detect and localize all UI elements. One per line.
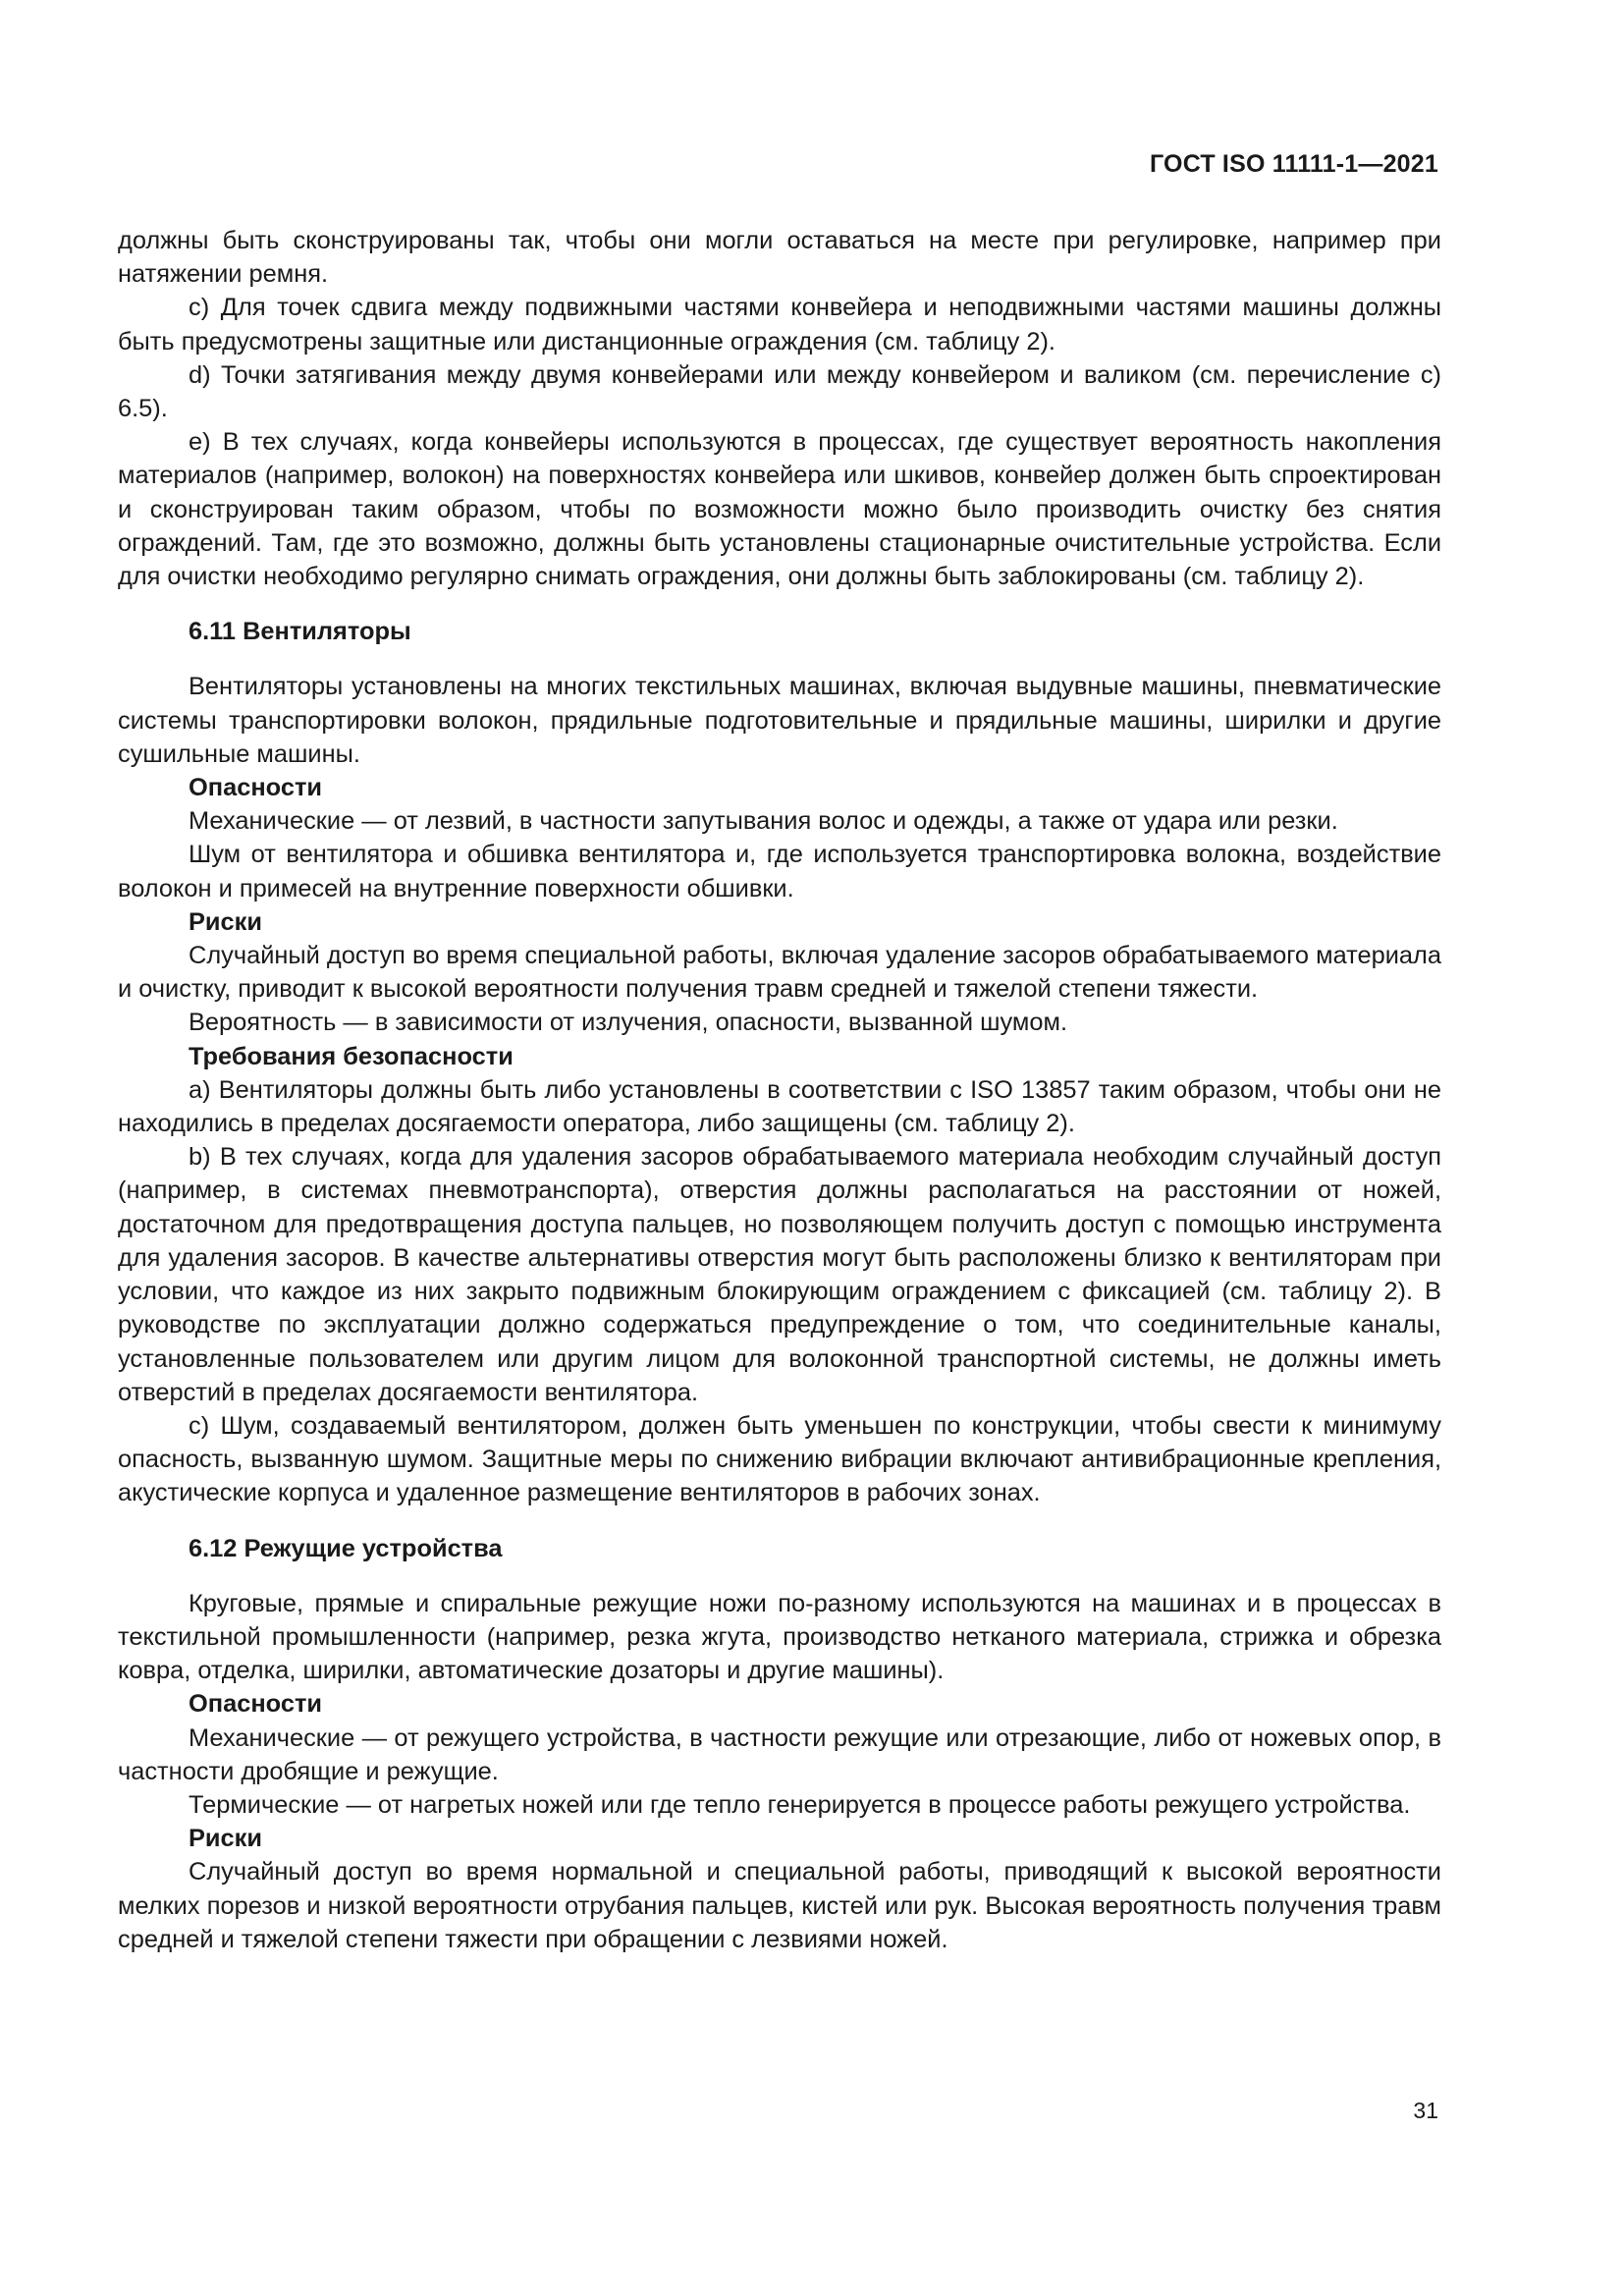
page-body — [118, 224, 1441, 1956]
risk-paragraph: Случайный доступ во время нормальной и специальной работы, приводящий к высокой вероятности мелких порезов и низкой вероятности отрубания пальцев, кистей или рук. Высокая вероятность получения травм средней и тяжелой степени тяжести при обращении с лезвиями ножей. — [118, 1858, 1441, 1953]
requirement-a: a) Вентиляторы должны быть либо установлены в соответствии с ISO 13857 таким образом, чтобы они не находились в пределах досягаемости оператора, либо защищены (см. таблицу 2). — [118, 1075, 1441, 1138]
hazard-paragraph: Термические — от нагретых ножей или где тепло генерируется в процессе работы режущего устройства. — [189, 1790, 1411, 1819]
document-standard-header: ГОСТ ISO 11111-1—2021 — [1150, 150, 1438, 178]
section-heading-6-12: 6.12 Режущие устройства — [189, 1534, 503, 1562]
list-item-e: e) В тех случаях, когда конвейеры используются в процессах, где существует вероятность накопления материалов (например, волокон) на поверхностях конвейера или шкивов, конвейер должен быть спроектирован и сконструирован таким образом, чтобы по возможности можно было производить очистку без снятия ограждений. Там, где это возможно, должны быть установлены стационарные очистительные устройства. Если для очистки необходимо регулярно снимать ограждения, они должны быть заблокированы (см. таблицу 2). — [118, 428, 1441, 591]
page-number: 31 — [1413, 2098, 1438, 2123]
hazard-paragraph: Механические — от режущего устройства, в частности режущие или отрезающие, либо от ножевых опор, в частности дробящие и режущие. — [118, 1723, 1441, 1785]
hazard-paragraph: Шум от вентилятора и обшивка вентилятора и, где используется транспортировка волокна, воздействие волокон и примесей на внутренние поверхности обшивки. — [118, 841, 1441, 902]
list-item-c: с) Для точек сдвига между подвижными частями конвейера и неподвижными частями машины должны быть предусмотрены защитные или дистанционные ограждения (см. таблицу 2). — [118, 294, 1441, 355]
section-6-12-intro: Круговые, прямые и спиральные режущие ножи по-разному используются на машинах и в процессах в текстильной промышленности (например, резка жгута, производство нетканого материала, стрижка и обрезка ковра, отделка, ширилки, автоматические дозаторы и другие машины). — [118, 1589, 1441, 1685]
section-6-11-intro: Вентиляторы установлены на многих текстильных машинах, включая выдувные машины, пневматические системы транспортировки волокон, прядильные подготовительные и прядильные машины, ширилки и другие сушильные машины. — [118, 673, 1441, 768]
section-heading-6-11: 6.11 Вентиляторы — [189, 618, 411, 646]
risks-subheading: Риски — [189, 907, 262, 936]
hazards-subheading: Опасности — [189, 774, 323, 802]
requirement-b: b) В тех случаях, когда для удаления засоров обрабатываемого материала необходим случайный доступ (например, в системах пневмотранспорта), отверстия должны располагаться на расстоянии от ножей, достаточном для предотвращения доступа пальцев, но позволяющем получить доступ с помощью инструмента для удаления засоров. В качестве альтернативы отверстия могут быть расположены близко к вентиляторам при условии, что каждое из них закрыто подвижным блокирующим ограждением с фиксацией (см. таблицу 2). В руководстве по эксплуатации должно содержаться предупреждение о том, что соединительные каналы, установленные пользователем или другим лицом для волоконной транспортной системы, не должны иметь отверстий в пределах досягаемости вентилятора. — [118, 1143, 1441, 1406]
requirement-c: c) Шум, создаваемый вентилятором, должен быть уменьшен по конструкции, чтобы свести к минимуму опасность, вызванную шумом. Защитные меры по снижению вибрации включают антивибрационные крепления, акустические корпуса и удаленное размещение вентиляторов в рабочих зонах. — [118, 1411, 1441, 1507]
list-item-d: d) Точки затягивания между двумя конвейерами или между конвейером и валиком (см. перечисление с) 6.5). — [118, 360, 1441, 423]
hazards-subheading: Опасности — [189, 1690, 323, 1719]
hazard-paragraph: Механические — от лезвий, в частности запутывания волос и одежды, а также от удара или резки. — [189, 807, 1338, 836]
risks-subheading: Риски — [189, 1825, 262, 1853]
continued-paragraph: должны быть сконструированы так, чтобы они могли оставаться на месте при регулировке, например при натяжении ремня. — [118, 227, 1441, 289]
safety-requirements-subheading: Требования безопасности — [189, 1042, 514, 1070]
risk-paragraph: Случайный доступ во время специальной работы, включая удаление засоров обрабатываемого материала и очистку, приводит к высокой вероятности получения травм средней и тяжелой степени тяжести. — [118, 942, 1441, 1004]
risk-paragraph: Вероятность — в зависимости от излучения, опасности, вызванной шумом. — [189, 1009, 1067, 1037]
